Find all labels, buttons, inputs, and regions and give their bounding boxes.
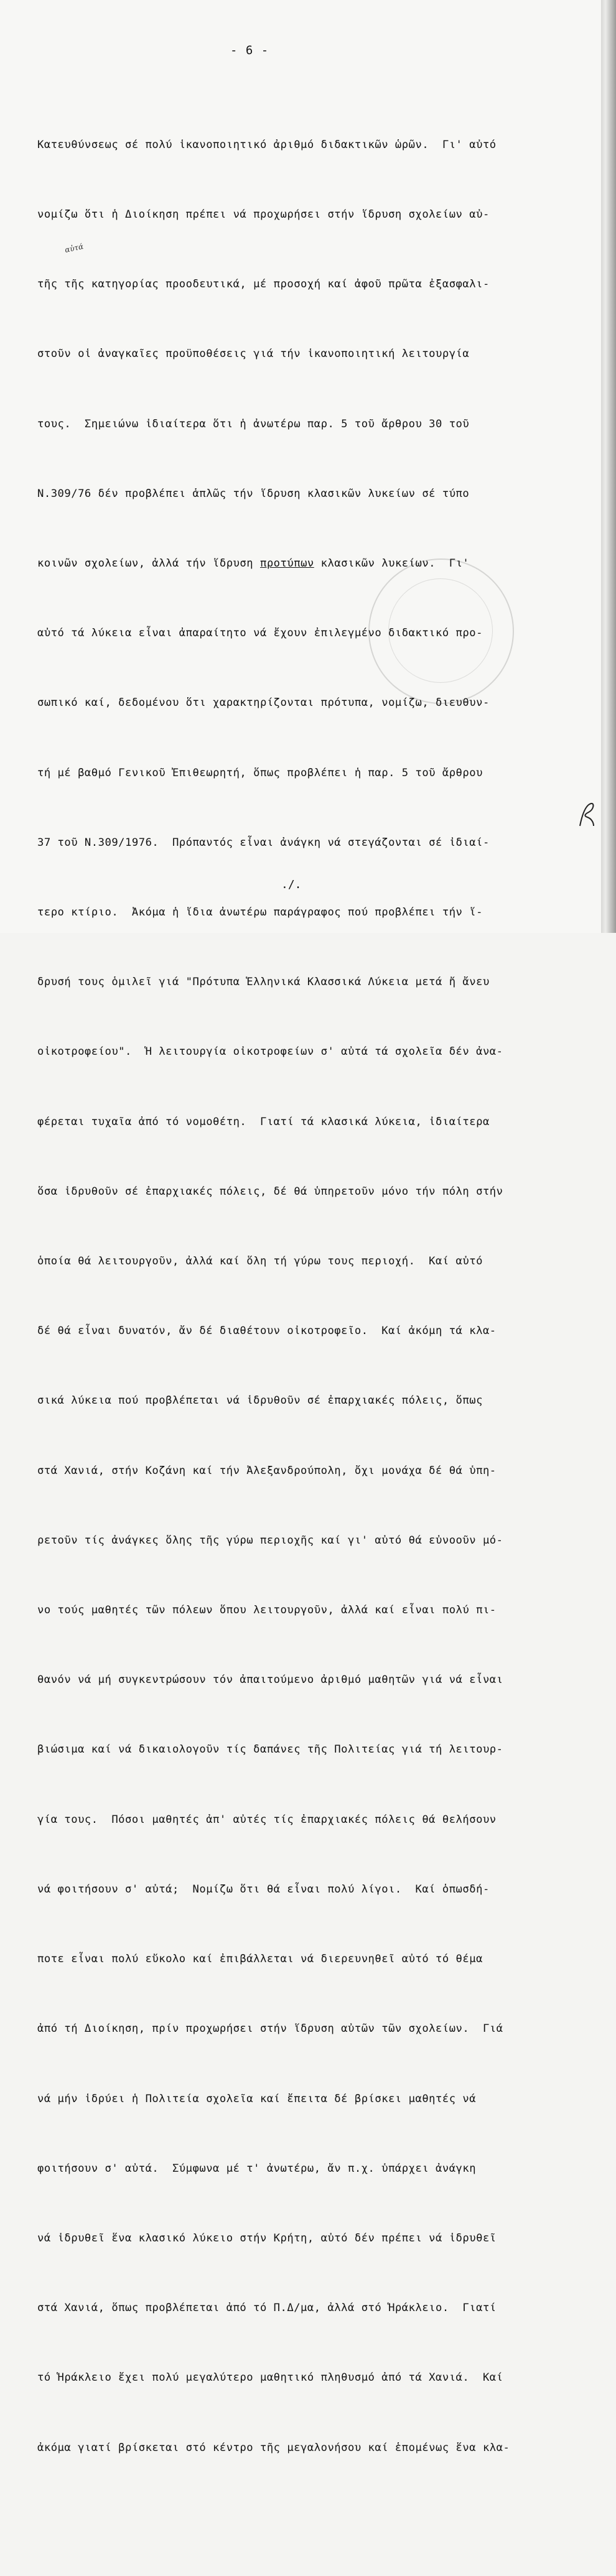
margin-handwritten-mark-icon [577, 801, 596, 828]
text-segment: κοινῶν σχολείων, ἀλλά τήν ἵδρυση [37, 557, 260, 570]
continuation-mark: ./. [281, 878, 302, 891]
text-line: νο τούς μαθητές τῶν πόλεων ὅπου λειτουργοῦν, ἀλλά καί εἶναι πολύ πι- [37, 1604, 497, 1617]
text-line: ἀκόμα γιατί βρίσκεται στό κέντρο τῆς μεγαλονήσου καί ἑπομένως ἕνα κλα- [37, 2441, 510, 2454]
text-line: σωπικό καί, δεδομένου ὅτι χαρακτηρίζονται πρότυπα, νομίζω, διευθυν- [37, 697, 490, 710]
text-line: τό Ἡράκλειο ἔχει πολύ μεγαλύτερο μαθητικό πληθυσμό ἀπό τά Χανιά. Καί [37, 2371, 503, 2384]
text-line: νομίζω ὅτι ἡ Διοίκηση πρέπει νά προχωρήσει στήν ἵδρυση σχολείων αὐ- [37, 208, 490, 221]
text-line: οἰκοτροφείου". Ἡ λειτουργία οἰκοτροφείων σ' αὐτά τά σχολεῖα δέν ἀνα- [37, 1045, 503, 1059]
text-line: στά Χανιά, στήν Κοζάνη καί τήν Ἀλεξανδρούπολη, ὄχι μονάχα δέ θά ὑπη- [37, 1464, 497, 1477]
text-line: ὁποία θά λειτουργοῦν, ἀλλά καί ὅλη τή γύρω τους περιοχή. Καί αὐτό [37, 1255, 483, 1268]
text-line: βιώσιμα καί νά δικαιολογοῦν τίς δαπάνες τῆς Πολιτείας γιά τή λειτουρ- [37, 1743, 503, 1756]
text-line-with-emphasis [37, 552, 591, 575]
text-line: νά φοιτήσουν σ' αὐτά; Νομίζω ὅτι θά εἶναι πολύ λίγοι. Καί ὁπωσδή- [37, 1883, 490, 1896]
text-line: στοῦν οἱ ἀναγκαῖες προϋποθέσεις γιά τήν ἱκανοποιητική λειτουργία [37, 348, 470, 361]
text-line: δέ θά εἶναι δυνατόν, ἄν δέ διαθέτουν οἰκοτροφεῖο. Καί ἀκόμη τά κλα- [37, 1325, 497, 1338]
text-line [37, 2506, 591, 2529]
text-line: τους. Σημειώνω ἰδιαίτερα ὅτι ἡ ἀνωτέρω παρ. 5 τοῦ ἄρθρου 30 τοῦ [37, 417, 470, 430]
text-line: Ν.309/76 δέν προβλέπει ἁπλῶς τήν ἵδρυση κλασικῶν λυκείων σέ τύπο [37, 487, 470, 500]
text-line: ἀπό τή Διοίκηση, πρίν προχωρήσει στήν ἵδρυση αὐτῶν τῶν σχολείων. Γιά [37, 2022, 503, 2036]
text-line: 37 τοῦ Ν.309/1976. Πρόπαντός εἶναι ἀνάγκη νά στεγάζονται σέ ἰδιαί- [37, 836, 490, 849]
text-line: αὐτό τά λύκεια εἶναι ἀπαραίτητο νά ἔχουν ἐπιλεγμένο διδακτικό προ- [37, 627, 483, 640]
text-line: τή μέ βαθμό Γενικοῦ Ἐπιθεωρητή, ὅπως προβλέπει ἡ παρ. 5 τοῦ ἄρθρου [37, 766, 483, 779]
page-edge-shadow [601, 0, 616, 933]
text-line: τερο κτίριο. Ἀκόμα ἡ ἴδια ἀνωτέρω παράγραφος πού προβλέπει τήν ἵ- [37, 906, 483, 919]
text-line: φέρεται τυχαῖα ἀπό τό νομοθέτη. Γιατί τά κλασικά λύκεια, ἰδιαίτερα [37, 1115, 490, 1128]
text-line: γία τους. Πόσοι μαθητές ἀπ' αὐτές τίς ἐπαρχιακές πόλεις θά θελήσουν [37, 1813, 497, 1826]
page-number: - 6 - [230, 44, 269, 57]
handwritten-insertion: αὐτά [63, 242, 85, 254]
text-line: τῆς τῆς κατηγορίας προοδευτικά, μέ προσοχή καί ἀφοῦ πρῶτα ἐξασφαλι- [37, 278, 490, 291]
faint-seal-stamp [368, 558, 514, 704]
underlined-word: προτύπων [259, 557, 314, 570]
text-line: θανόν νά μή συγκεντρώσουν τόν ἀπαιτούμενο ἀριθμό μαθητῶν γιά νά εἶναι [37, 1674, 503, 1687]
text-line: ὅσα ἱδρυθοῦν σέ ἐπαρχιακές πόλεις, δέ θά ὑπηρετοῦν μόνο τήν πόλη στήν [37, 1185, 503, 1198]
body-paragraph [37, 87, 591, 2576]
text-line: ποτε εἶναι πολύ εὔκολο καί ἐπιβάλλεται νά διερευνηθεῖ αὐτό τό θέμα [37, 1953, 483, 1966]
text-line: δρυσή τους ὁμιλεῖ γιά "Πρότυπα Ἑλληνικά Κλασσικά Λύκεια μετά ἤ ἄνευ [37, 976, 490, 989]
seal-inner-ring [388, 578, 493, 683]
text-line: ρετοῦν τίς ἀνάγκες ὅλης τῆς γύρω περιοχῆς καί γι' αὐτό θά εὐνοοῦν μό- [37, 1534, 503, 1547]
text-line: Κατευθύνσεως σέ πολύ ἱκανοποιητικό ἀριθμό διδακτικῶν ὡρῶν. Γι' αὐτό [37, 138, 497, 151]
text-line: νά ἱδρυθεῖ ἕνα κλασικό λύκειο στήν Κρήτη, αὐτό δέν πρέπει νά ἱδρυθεῖ [37, 2231, 497, 2245]
text-segment: κλασικῶν λυκείων. Γι' [314, 557, 470, 570]
text-line: νά μήν ἱδρύει ἡ Πολιτεία σχολεῖα καί ἔπειτα δέ βρίσκει μαθητές νά [37, 2092, 477, 2105]
text-line: στά Χανιά, ὅπως προβλέπεται ἀπό τό Π.Δ/μα, ἀλλά στό Ἡράκλειο. Γιατί [37, 2302, 497, 2315]
text-line: φοιτήσουν σ' αὐτά. Σύμφωνα μέ τ' ἀνωτέρω, ἄν π.χ. ὑπάρχει ἀνάγκη [37, 2162, 477, 2175]
text-line: σικά λύκεια πού προβλέπεται νά ἱδρυθοῦν σέ ἐπαρχιακές πόλεις, ὅπως [37, 1394, 483, 1407]
